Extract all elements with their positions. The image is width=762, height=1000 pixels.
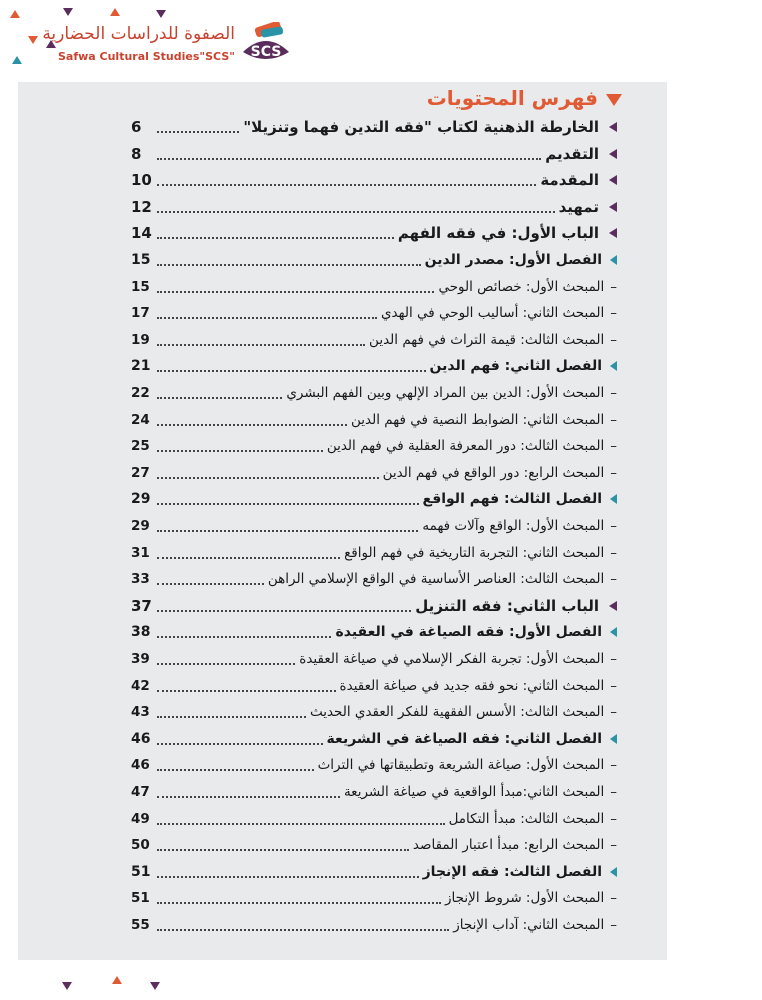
dot-leader — [157, 716, 306, 718]
toc-entry-label: الباب الأول: في فقه الفهم — [397, 224, 599, 243]
dot-leader — [157, 823, 445, 825]
toc-entry-page: 27 — [131, 464, 150, 481]
dash-icon: – — [610, 837, 617, 854]
dash-icon: – — [610, 518, 617, 534]
dot-leader — [157, 131, 239, 133]
toc-entry-page: 50 — [131, 837, 150, 854]
toc-entry — [131, 620, 617, 644]
toc-entry-label: الفصل الثالث: فهم الواقع — [422, 491, 602, 508]
toc-entry — [131, 408, 617, 432]
dot-leader — [157, 663, 295, 665]
toc-entry-label: الفصل الثالث: فقه الإنجاز — [422, 863, 602, 880]
toc-entry-page: 51 — [131, 863, 151, 880]
toc-entry-label: المبحث الثاني: نحو فقه جديد في صياغة العقيدة — [339, 677, 605, 694]
toc-title — [427, 86, 622, 110]
toc-entry-label: الباب الثاني: فقه التنزيل — [415, 596, 599, 615]
dash-icon: – — [610, 810, 617, 827]
toc-entry-label: المبحث الأول: صياغة الشريعة وتطبيقاتها في التراث — [317, 757, 605, 774]
dash-icon: – — [610, 917, 617, 933]
toc-entry-label: المبحث الأول: الواقع وآلات فهمه — [422, 518, 605, 534]
decor-triangle — [12, 56, 22, 64]
toc-entry-label: المبحث الثالث: قيمة التراث في فهم الدين — [369, 331, 605, 348]
dot-leader — [157, 344, 365, 346]
toc-entry — [131, 807, 617, 831]
toc-entry — [131, 461, 617, 485]
dot-leader — [157, 317, 377, 319]
decor-triangle — [110, 8, 120, 16]
toc-entry-page: 24 — [131, 411, 150, 428]
toc-entry — [131, 833, 617, 857]
toc-entry — [131, 434, 617, 458]
toc-entry — [131, 886, 617, 910]
chapter-marker-icon — [609, 202, 617, 212]
toc-entry-page: 51 — [131, 890, 150, 907]
toc-entry-page: 6 — [131, 118, 142, 136]
toc-entry-page: 17 — [131, 305, 150, 322]
toc-entry-page: 37 — [131, 596, 152, 615]
toc-entry-page: 42 — [131, 677, 150, 694]
toc-entry — [131, 674, 617, 698]
toc-entry-page: 14 — [131, 224, 152, 243]
toc-entry-page: 29 — [131, 518, 150, 534]
dot-leader — [157, 583, 264, 585]
chapter-marker-icon — [609, 149, 617, 159]
toc-entry-label: المبحث الثاني: آداب الإنجاز — [453, 917, 605, 933]
toc-entry-label: المبحث الثالث: دور المعرفة العقلية في فهم الدين — [326, 438, 605, 455]
toc-entry-label: الخارطة الذهنية لكتاب "فقه التدين فهما وتنزيلا" — [243, 118, 599, 136]
dash-icon: – — [610, 890, 617, 907]
chapter-marker-icon — [609, 175, 617, 185]
toc-entry-page: 12 — [131, 197, 152, 216]
dot-leader — [157, 876, 419, 878]
toc-entry — [131, 727, 617, 751]
dot-leader — [157, 291, 434, 293]
toc-entry-page: 46 — [131, 757, 150, 774]
toc-entry — [131, 487, 617, 511]
toc-entry — [131, 275, 617, 299]
dot-leader — [157, 610, 411, 612]
toc-entry — [131, 354, 617, 378]
toc-entry-label: التقديم — [545, 144, 599, 163]
toc-entry-page: 15 — [131, 278, 150, 295]
toc-entry — [131, 328, 617, 352]
decor-triangle — [62, 982, 72, 990]
toc-entry-page: 29 — [131, 491, 151, 508]
toc-entry — [131, 221, 617, 245]
scs-logo-icon — [239, 22, 293, 68]
toc-entry-label: المبحث الرابع: مبدأ اعتبار المقاصد — [412, 837, 605, 854]
toc-entry-label: المقدمة — [540, 171, 599, 190]
toc-entry-label: الفصل الأول: مصدر الدين — [424, 252, 602, 268]
toc-entry — [131, 780, 617, 804]
dash-icon: – — [610, 704, 617, 721]
dot-leader — [157, 902, 441, 904]
toc-entry-label: المبحث الثالث: الأسس الفقهية للفكر العقدي الحديث — [309, 704, 605, 721]
dot-leader — [157, 929, 449, 931]
dot-leader — [157, 530, 418, 532]
decor-triangle — [112, 976, 122, 984]
dot-leader — [157, 370, 426, 372]
toc-entry-page: 15 — [131, 252, 151, 268]
toc-entry-label: المبحث الأول: تجربة الفكر الإسلامي في صياغة العقيدة — [299, 651, 605, 667]
toc-entry-label: تمهيد — [558, 197, 599, 216]
toc-entry-label: الفصل الثاني: فهم الدين — [429, 358, 602, 375]
toc-entry-page: 10 — [131, 171, 152, 190]
toc-entry-label: المبحث الثاني:مبدأ الواقعية في صياغة الشريعة — [343, 784, 605, 800]
dot-leader — [157, 184, 536, 186]
dash-icon: – — [610, 385, 617, 401]
section-marker-icon — [610, 361, 617, 371]
dot-leader — [157, 237, 394, 239]
dash-icon: – — [610, 757, 617, 774]
toc-entry-label: المبحث الرابع: دور الواقع في فهم الدين — [382, 464, 605, 481]
toc-entry — [131, 195, 617, 219]
dot-leader — [157, 450, 323, 452]
toc-entry-page: 19 — [131, 331, 150, 348]
chapter-marker-icon — [609, 122, 617, 132]
toc-entry — [131, 248, 617, 272]
toc-entry — [131, 168, 617, 192]
dash-icon: – — [610, 544, 617, 561]
toc-title-text: فهرس المحتويات — [426, 86, 598, 110]
toc-entry — [131, 594, 617, 618]
toc-entry — [131, 567, 617, 591]
toc-entry-page: 8 — [131, 144, 142, 163]
toc-entry-label: المبحث الثالث: العناصر الأساسية في الواقع الإسلامي الراهن — [267, 571, 605, 588]
toc-entry-page: 39 — [131, 651, 150, 667]
toc-entry-page: 49 — [131, 810, 150, 827]
toc-entry — [131, 647, 617, 671]
toc-entry-label: الفصل الأول: فقه الصياغة في العقيدة — [335, 624, 602, 641]
toc-entry-page: 46 — [131, 730, 151, 747]
title-triangle-icon — [606, 94, 622, 106]
decor-triangle — [156, 10, 166, 18]
dot-leader — [157, 636, 331, 638]
decor-triangle — [28, 36, 38, 44]
toc-entry-page: 31 — [131, 544, 150, 561]
dash-icon: – — [610, 677, 617, 694]
dash-icon: – — [610, 784, 617, 800]
dash-icon: – — [610, 464, 617, 481]
dot-leader — [157, 211, 555, 213]
dash-icon: – — [610, 411, 617, 428]
dash-icon: – — [610, 305, 617, 322]
dash-icon: – — [610, 438, 617, 455]
toc-entry-label: المبحث الثاني: الضوابط النصية في فهم الدين — [351, 411, 605, 428]
toc-entry — [131, 753, 617, 777]
dot-leader — [157, 769, 314, 771]
toc-entry — [131, 514, 617, 538]
decor-triangle — [63, 8, 73, 16]
dot-leader — [157, 849, 409, 851]
brand-logo — [42, 22, 293, 70]
dash-icon: – — [610, 278, 617, 295]
dot-leader — [157, 424, 347, 426]
dot-leader — [157, 796, 340, 798]
section-marker-icon — [610, 734, 617, 744]
toc-entry-label: المبحث الأول: خصائص الوحي — [438, 278, 605, 295]
toc-entry-page: 22 — [131, 385, 150, 401]
toc-entry — [131, 541, 617, 565]
toc-entry-page: 47 — [131, 784, 150, 800]
toc-entry-page: 33 — [131, 571, 150, 588]
brand-name-en: Safwa Cultural Studies"SCS" — [57, 50, 235, 63]
dot-leader — [157, 264, 421, 266]
toc-entry-page: 38 — [131, 624, 151, 641]
logo-letters: SCS — [250, 44, 282, 60]
dot-leader — [157, 397, 282, 399]
dot-leader — [157, 743, 323, 745]
toc-entry-label: المبحث الثالث: مبدأ التكامل — [448, 810, 605, 827]
toc-entry-page: 25 — [131, 438, 150, 455]
toc-entry — [131, 142, 617, 166]
dash-icon: – — [610, 651, 617, 667]
toc-entry-label: المبحث الأول: شروط الإنجاز — [445, 890, 605, 907]
toc-entry — [131, 381, 617, 405]
toc-entry-page: 55 — [131, 917, 150, 933]
brand-name-ar: الصفوة للدراسات الحضارية — [42, 24, 235, 44]
toc-entry — [131, 860, 617, 884]
dot-leader — [157, 503, 419, 505]
toc-entry-page: 21 — [131, 358, 151, 375]
section-marker-icon — [610, 627, 617, 637]
dot-leader — [157, 158, 541, 160]
toc-entry-label: المبحث الأول: الدين بين المراد الإلهي وبين الفهم البشري — [286, 385, 605, 401]
dot-leader — [157, 477, 379, 479]
dot-leader — [157, 690, 336, 692]
toc-entry-label: المبحث الثاني: أساليب الوحي في الهدي — [380, 305, 605, 322]
toc-entry — [131, 115, 617, 139]
section-marker-icon — [610, 255, 617, 265]
decor-triangle — [150, 982, 160, 990]
chapter-marker-icon — [609, 228, 617, 238]
section-marker-icon — [610, 867, 617, 877]
toc-entry — [131, 301, 617, 325]
toc-entry-label: المبحث الثاني: التجربة التاريخية في فهم الواقع — [344, 544, 605, 561]
dash-icon: – — [610, 571, 617, 588]
dash-icon: – — [610, 331, 617, 348]
toc-entry — [131, 700, 617, 724]
toc-entry — [131, 913, 617, 937]
chapter-marker-icon — [609, 601, 617, 611]
section-marker-icon — [610, 494, 617, 504]
dot-leader — [157, 557, 340, 559]
toc-entry-label: الفصل الثاني: فقه الصياغة في الشريعة — [326, 730, 602, 747]
decor-triangle — [10, 10, 20, 18]
toc-entry-page: 43 — [131, 704, 150, 721]
